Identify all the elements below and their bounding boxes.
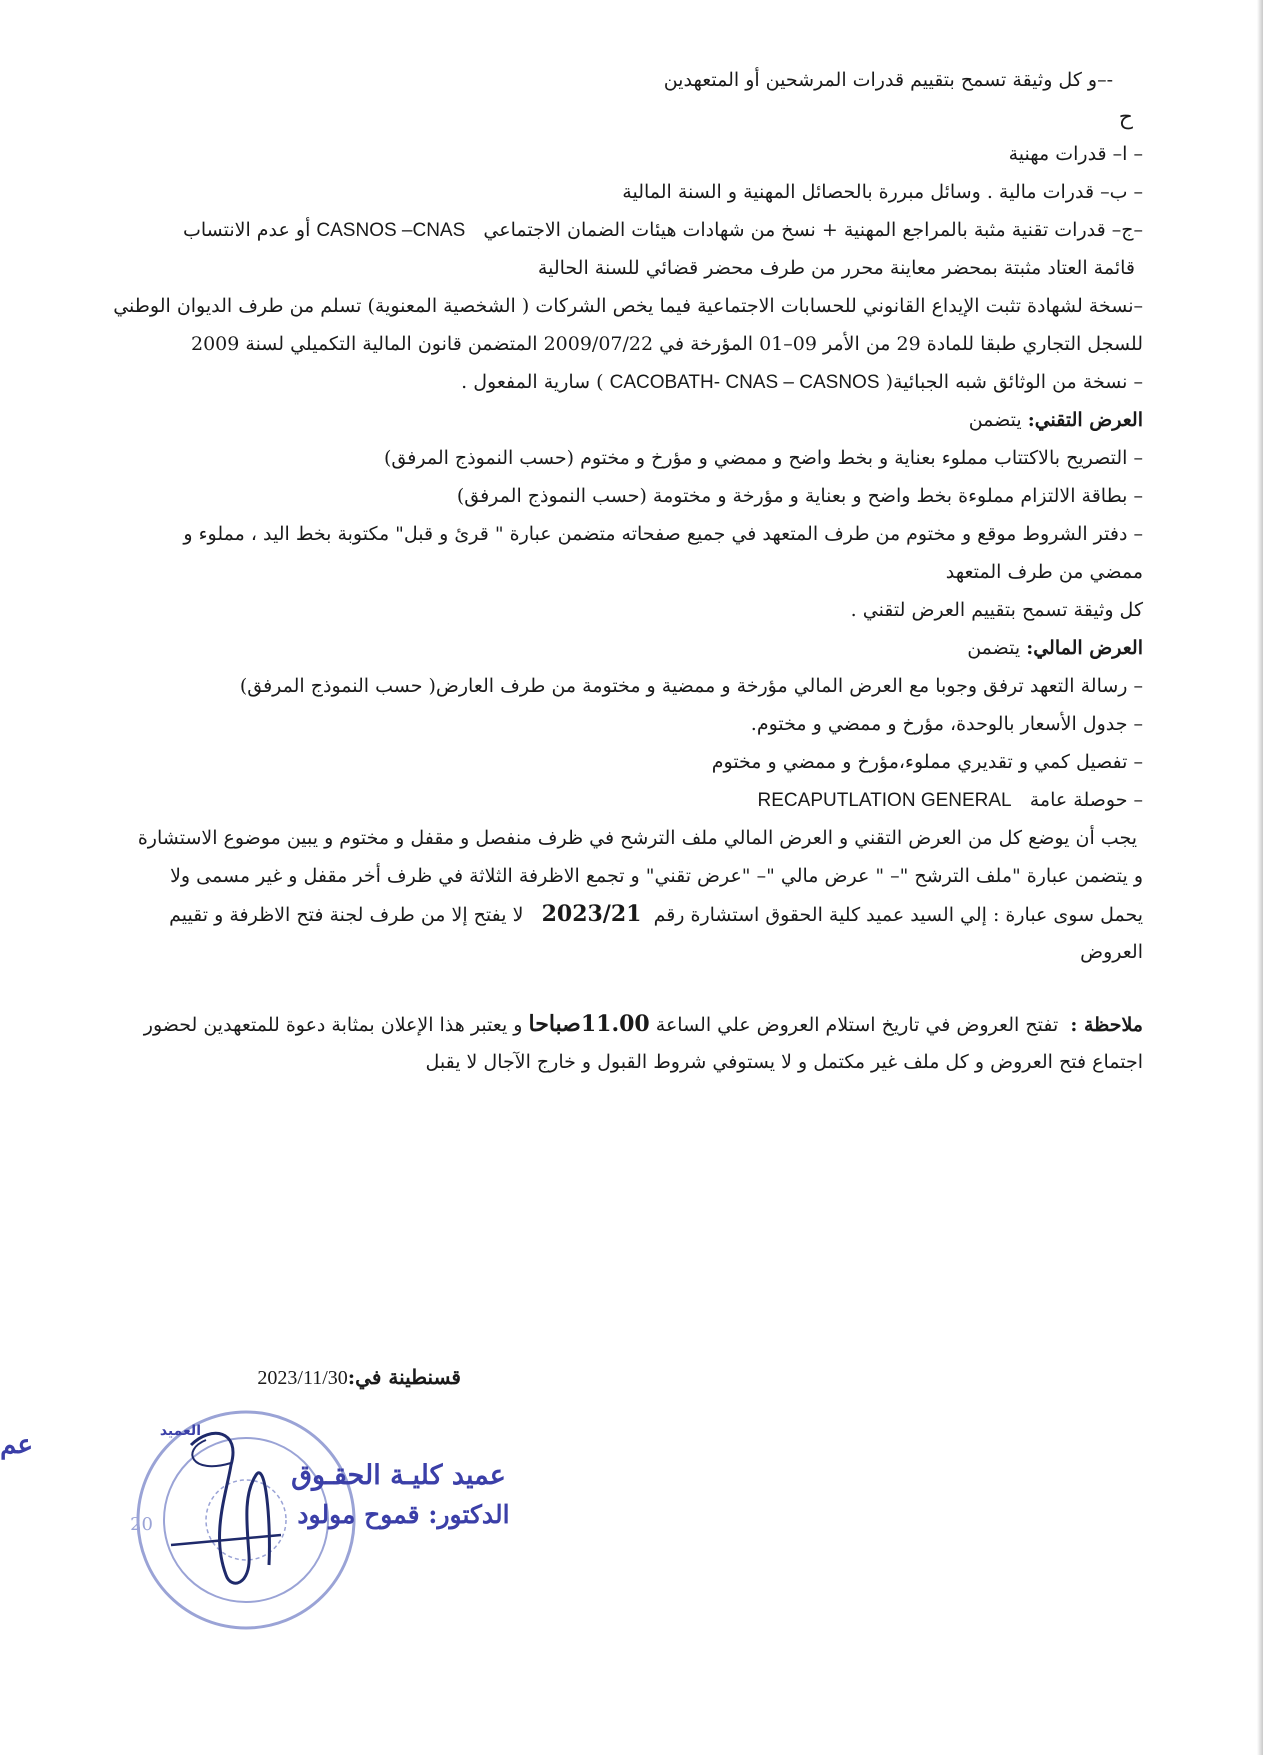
list-item-text: – نسخة من الوثائق شبه الجبائية( (885, 371, 1143, 393)
heading-label: العرض المالي: (1026, 637, 1143, 659)
list-item: – دفتر الشروط موقع و مختوم من طرف المتعهد في جميع صفحاته متضمن عبارة " قرئ و قبل" مكتوبة بخط اليد ، مملوء و (183, 523, 1143, 545)
list-item-code: RECAPUTLATION GENERAL (757, 790, 1012, 811)
list-item: كل وثيقة تسمح بتقييم العرض لتقني . (850, 599, 1143, 621)
list-item (111, 790, 1143, 810)
signature-place: قسنطينة في: (347, 1365, 461, 1389)
dean-title: عميد كليـة الحقـوق (291, 1460, 506, 1491)
document-body (111, 70, 1143, 1072)
paragraph-line: يجب أن يوضع كل من العرض التقني و العرض المالي ملف الترشح في ظرف منفصل و مقفل و مختوم و يبين موضوع الاستشارة (137, 827, 1137, 849)
stamp-number: 20 (130, 1514, 153, 1535)
list-item-text: – حوصلة عامة (1029, 789, 1143, 811)
list-item: – التصريح بالاكتتاب مملوء بعناية و بخط واضح و ممضي و مؤرخ و مختوم (حسب النموذج المرفق) (384, 447, 1143, 469)
list-item (111, 220, 1143, 240)
paragraph-line: العروض (1080, 941, 1143, 963)
cut-off-stamp-fragment (0, 1430, 53, 1500)
list-item: – بطاقة الالتزام مملوءة بخط واضح و بعناية و مؤرخة و مختومة (حسب النموذج المرفق) (456, 485, 1143, 507)
heading-label: العرض التقني: (1027, 409, 1143, 431)
list-item-code: CACOBATH- CNAS – CASNOS (609, 372, 880, 393)
heading-rest: يتضمن (967, 637, 1021, 659)
list-item-text: –ج– قدرات تقنية مثبة بالمراجع المهنية + نسخ من شهادات هيئات الضمان الاجتماعي (483, 219, 1143, 241)
list-item: –نسخة لشهادة تثبت الإيداع القانوني للحسابات الاجتماعية فيما يخص الشركات ( الشخصية المعنوية) تسلم من طرف الديوان الوطني (113, 295, 1143, 317)
list-item: قائمة العتاد مثبتة بمحضر معاينة محرر من طرف محضر قضائي للسنة الحالية (537, 257, 1135, 279)
signature-block (121, 1365, 541, 1665)
list-item-code: CASNOS –CNAS (316, 220, 466, 241)
note-line: اجتماع فتح العروض و كل ملف غير مكتمل و لا يستوفي شروط القبول و خارج الآجال لا يقبل (425, 1051, 1143, 1073)
consultation-number: 2023/21 (541, 901, 642, 927)
paragraph-line: و يتضمن عبارة "ملف الترشح "– " عرض مالي "– "عرض تقني" و تجمع الاظرفة الثلاثة في ظرف أخر مقفل و غير مسمى ولا (170, 865, 1143, 887)
list-item: للسجل التجاري طبقا للمادة 29 من الأمر 09–01 المؤرخة في 2009/07/22 المتضمن قانون المالية التكميلي لسنة 2009 (190, 333, 1143, 355)
list-item: -–و كل وثيقة تسمح بتقييم قدرات المرشحين أو المتعهدين (663, 69, 1113, 91)
note-text: تفتح العروض في تاريخ استلام العروض علي الساعة (655, 1014, 1059, 1036)
list-item (111, 372, 1143, 392)
list-item: – ا– قدرات مهنية (1008, 143, 1143, 165)
edge-text: عم (0, 1430, 33, 1460)
note-time: 11.00صباحا (528, 1011, 650, 1037)
list-item: – جدول الأسعار بالوحدة، مؤرخ و ممضي و مختوم. (750, 713, 1143, 735)
section-heading-financial (111, 638, 1143, 658)
signature-date: 2023/11/30 (257, 1367, 348, 1389)
list-item-text: ) سارية المفعول . (461, 371, 604, 393)
heading-rest: يتضمن (968, 409, 1022, 431)
list-item: – تفصيل كمي و تقديري مملوء،مؤرخ و ممضي و مختوم (711, 751, 1143, 773)
list-item: ح (1118, 105, 1133, 130)
list-item: – ب– قدرات مالية . وسائل مبررة بالحصائل المهنية و السنة المالية (622, 181, 1143, 203)
note-line (111, 1011, 1143, 1037)
list-item: ممضي من طرف المتعهد (945, 561, 1143, 583)
page-edge-shadow (1257, 0, 1263, 1755)
signature-date-line (131, 1365, 461, 1390)
paragraph-line (111, 901, 1143, 927)
list-item-text: أو عدم الانتساب (182, 219, 311, 241)
section-heading-technical (111, 410, 1143, 430)
note-label: ملاحظة : (1070, 1014, 1143, 1036)
stamp-top-label: العميد (159, 1423, 201, 1439)
dean-name: الدكتور: قموح مولود (297, 1500, 510, 1529)
handwritten-signature (191, 1433, 269, 1583)
paragraph-text: يحمل سوى عبارة : إلي السيد عميد كلية الحقوق استشارة رقم (653, 904, 1143, 926)
paragraph-text: لا يفتح إلا من طرف لجنة فتح الاظرفة و تقييم (169, 904, 524, 926)
note-text: و يعتبر هذا الإعلان بمثابة دعوة للمتعهدين لحضور (143, 1014, 523, 1036)
list-item: – رسالة التعهد ترفق وجوبا مع العرض المالي مؤرخة و ممضية و مختومة من طرف العارض( حسب النموذج المرفق) (239, 675, 1143, 697)
